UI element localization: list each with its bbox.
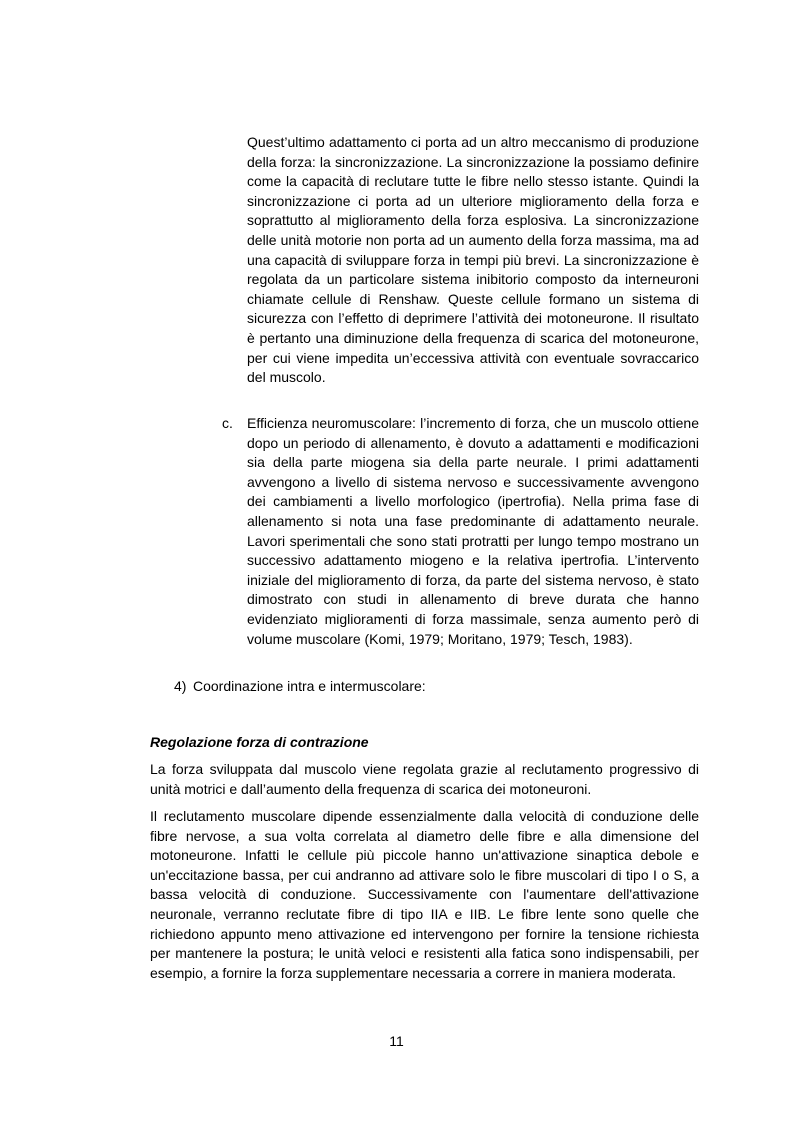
paragraph-sincronizzazione: Quest’ultimo adattamento ci porta ad un altro meccanismo di produzione della forza: la sincronizzazione. La sincronizzazione la possiamo definire come la capacità di reclutare tutte le fibre nello stesso istante. Quindi la sincronizzazione ci porta ad un ulteriore miglioramento della forza e soprattutto al miglioramento della forza esplosiva. La sincronizzazione delle unità motorie non porta ad un aumento della forza massima, ma ad una capacità di sviluppare forza in tempi più brevi. La sincronizzazione è regolata da un particolare sistema inibitorio composto da interneuroni chiamate cellule di Renshaw. Queste cellule formano un sistema di sicurezza con l’effetto di deprimere l’attività dei motoneurone. Il risultato è pertanto una diminuzione della frequenza di scarica del motoneurone, per cui viene impedita un’eccessiva attività con eventuale sovraccarico del muscolo. bbox=[247, 134, 699, 386]
page-number: 11 bbox=[389, 1033, 404, 1049]
list-marker: c. bbox=[222, 415, 233, 431]
list-item-text: Coordinazione intra e intermuscolare: bbox=[193, 678, 426, 694]
paragraph-regolazione: La forza sviluppata dal muscolo viene regolata grazie al reclutamento progressivo di unità motrici e dall’aumento della frequenza di scarica dei motoneuroni. bbox=[150, 761, 699, 797]
list-item-coordinazione bbox=[174, 677, 699, 697]
list-marker: 4) bbox=[174, 678, 187, 694]
paragraph-reclutamento: Il reclutamento muscolare dipende essenzialmente dalla velocità di conduzione delle fibre nervose, a sua volta correlata al diametro delle fibre e alla dimensione del motoneurone. Infatti le cellule più piccole hanno un'attivazione sinaptica debole e un'eccitazione bassa, per cui andranno ad attivare solo le fibre muscolari di tipo I o S, a bassa velocità di conduzione. Successivamente con l'aumentare dell'attivazione neuronale, verranno reclutate fibre di tipo IIA e IIB. Le fibre lente sono quelle che richiedono appunto meno attivazione ed intervengono per fornire la tensione richiesta per mantenere la postura; le unità veloci e resistenti alla fatica sono indispensabili, per esempio, a fornire la forza supplementare necessaria a correre in maniera moderata. bbox=[150, 808, 699, 981]
section-heading: Regolazione forza di contrazione bbox=[150, 734, 369, 750]
list-item-text: Efficienza neuromuscolare: l’incremento di forza, che un muscolo ottiene dopo un periodo di allenamento, è dovuto a adattamenti e modificazioni sia della parte miogena sia della parte neurale. I primi adattamenti avvengono a livello di sistema nervoso e successivamente avvengono dei cambiamenti a livello morfologico (ipertrofia). Nella prima fase di allenamento si nota una fase predominante di adattamento neurale. Lavori sperimentali che sono stati protratti per lungo tempo mostrano un successivo adattamento miogeno e la relativa ipertrofia. L’intervento iniziale del miglioramento di forza, da parte del sistema nervoso, è stato dimostrato con studi in allenamento di breve durata che hanno evidenziato miglioramenti di forza massimale, senza aumento però di volume muscolare (Komi, 1979; Moritano, 1979; Tesch, 1983). bbox=[247, 415, 699, 647]
